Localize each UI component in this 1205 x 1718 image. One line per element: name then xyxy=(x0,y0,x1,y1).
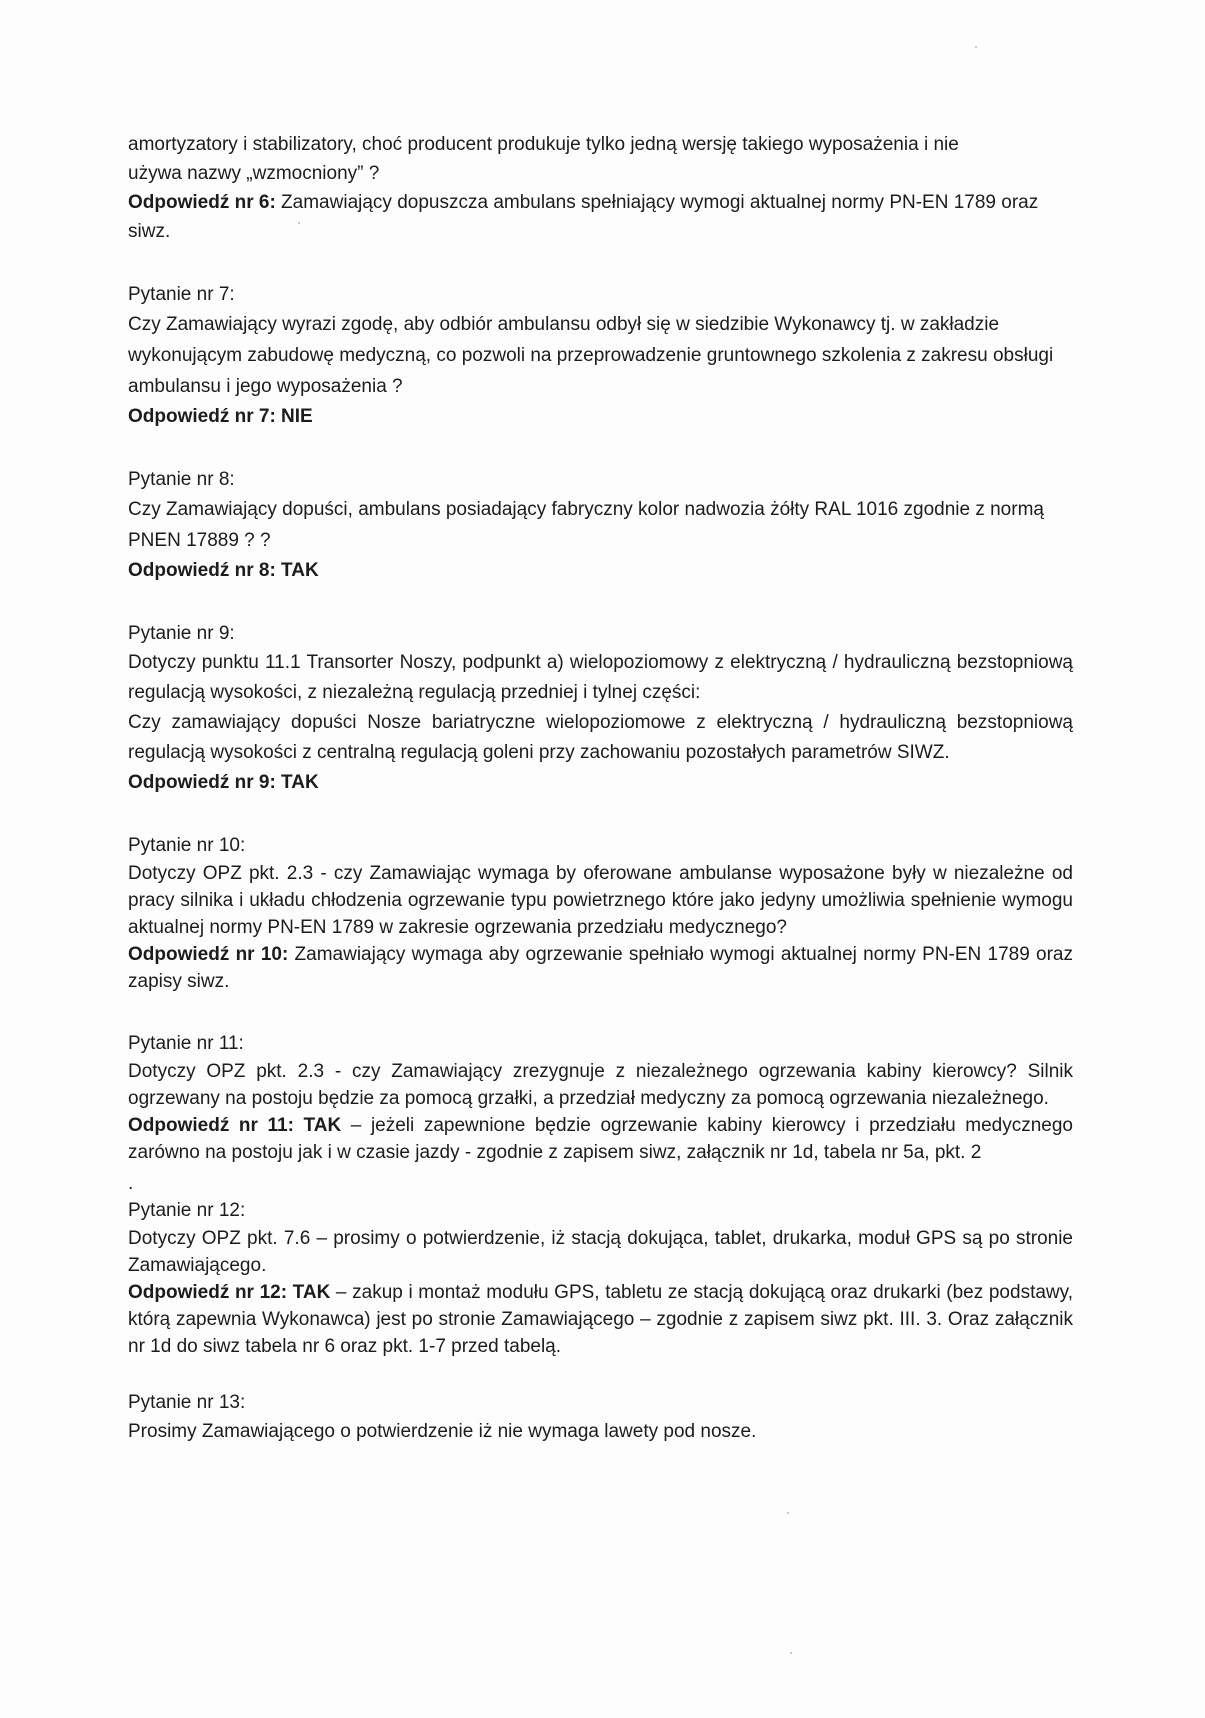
question-12-text: Dotyczy OPZ pkt. 7.6 – prosimy o potwierdzenie, iż stacją dokująca, tablet, drukarka, moduł GPS są po stronie Zamawiającego. xyxy=(128,1228,1073,1276)
scan-speck xyxy=(790,1652,792,1654)
intro-section xyxy=(128,130,1073,246)
question-9-text-2: Czy zamawiający dopuści Nosze bariatryczne wielopoziomowe z elektryczną / hydrauliczną bezstopniową regulacją wysokości z centralną regulacją goleni przy zachowaniu pozostałych parametrów SIWZ. xyxy=(128,712,1073,763)
intro-line-2: używa nazwy „wzmocniony” ? xyxy=(128,163,380,184)
question-9 xyxy=(128,619,1073,797)
answer-6-label: Odpowiedź nr 6: xyxy=(128,192,276,213)
question-9-heading: Pytanie nr 9: xyxy=(128,623,235,644)
question-9-text-1: Dotyczy punktu 11.1 Transorter Noszy, podpunkt a) wielopoziomowy z elektryczną / hydrauliczną bezstopniową regulacją wysokości, z niezależną regulacją przedniej i tylnej części: xyxy=(128,652,1073,703)
scan-speck xyxy=(787,1512,789,1514)
stray-dot: . xyxy=(128,1173,134,1194)
question-7-text: Czy Zamawiający wyrazi zgodę, aby odbiór ambulansu odbył się w siedzibie Wykonawcy tj. w zakładzie wykonującym zabudowę medyczną, co pozwoli na przeprowadzenie gruntownego szkolenia z zakresu obsługi ambulansu i jego wyposażenia ? xyxy=(128,314,1054,397)
answer-11 xyxy=(128,1112,1073,1166)
question-8-heading: Pytanie nr 8: xyxy=(128,469,235,490)
question-11-text: Dotyczy OPZ pkt. 2.3 - czy Zamawiający zrezygnuje z niezależnego ogrzewania kabiny kierowcy? Silnik ogrzewany na postoju będzie za pomocą grzałki, a przedział medyczny za pomocą ogrzewania niezależnego. xyxy=(128,1061,1073,1109)
question-8-text: Czy Zamawiający dopuści, ambulans posiadający fabryczny kolor nadwozia żółty RAL 1016 zgodnie z normą PNEN 17889 ? ? xyxy=(128,499,1044,551)
answer-6 xyxy=(128,188,1073,246)
question-12-heading: Pytanie nr 12: xyxy=(128,1200,246,1221)
document-body xyxy=(128,130,1073,1446)
question-12 xyxy=(128,1196,1073,1360)
question-11-heading: Pytanie nr 11: xyxy=(128,1033,244,1054)
question-11 xyxy=(128,1029,1073,1196)
question-10-heading: Pytanie nr 10: xyxy=(128,835,246,856)
question-13 xyxy=(128,1388,1073,1446)
question-7 xyxy=(128,280,1073,431)
answer-9: Odpowiedź nr 9: TAK xyxy=(128,772,319,793)
answer-7: Odpowiedź nr 7: NIE xyxy=(128,406,313,427)
question-10-text: Dotyczy OPZ pkt. 2.3 - czy Zamawiając wymaga by oferowane ambulanse wyposażone były w niezależne od pracy silnika i układu chłodzenia ogrzewanie typu powietrznego które jako jedyny umożliwia spełnienie wymogu aktualnej normy PN-EN 1789 w zakresie ogrzewania przedziału medycznego? xyxy=(128,863,1073,938)
question-13-text: Prosimy Zamawiającego o potwierdzenie iż nie wymaga lawety pod nosze. xyxy=(128,1421,757,1442)
intro-line-1: amortyzatory i stabilizatory, choć producent produkuje tylko jedną wersję takiego wyposażenia i nie xyxy=(128,134,959,155)
question-8 xyxy=(128,465,1073,585)
answer-12-text: – zakup i montaż modułu GPS, tabletu ze stacją dokującą oraz drukarki (bez podstawy, którą zapewnia Wykonawca) jest po stronie Zamawiającego – zgodnie z zapisem siwz pkt. III. 3. Oraz załącznik nr 1d do siwz tabela nr 6 oraz pkt. 1-7 przed tabelą. xyxy=(128,1282,1074,1357)
answer-8: Odpowiedź nr 8: TAK xyxy=(128,560,319,581)
question-10 xyxy=(128,831,1073,995)
answer-10-text: Zamawiający wymaga aby ogrzewanie spełniało wymogi aktualnej normy PN-EN 1789 oraz zapisy siwz. xyxy=(128,944,1073,992)
answer-6-text: Zamawiający dopuszcza ambulans spełniający wymogi aktualnej normy PN-EN 1789 oraz siwz. xyxy=(128,192,1039,242)
answer-12-label: Odpowiedź nr 12: TAK xyxy=(128,1282,331,1303)
answer-11-text: – jeżeli zapewnione będzie ogrzewanie kabiny kierowcy i przedziału medycznego zarówno na postoju jak i w czasie jazdy - zgodnie z zapisem siwz, załącznik nr 1d, tabela nr 5a, pkt. 2 xyxy=(128,1115,1073,1163)
answer-10 xyxy=(128,941,1073,995)
question-13-heading: Pytanie nr 13: xyxy=(128,1392,246,1413)
scan-speck xyxy=(975,46,977,48)
answer-12 xyxy=(128,1279,1073,1360)
answer-11-label: Odpowiedź nr 11: TAK xyxy=(128,1115,342,1136)
answer-10-label: Odpowiedź nr 10: xyxy=(128,944,289,965)
question-7-heading: Pytanie nr 7: xyxy=(128,284,235,305)
